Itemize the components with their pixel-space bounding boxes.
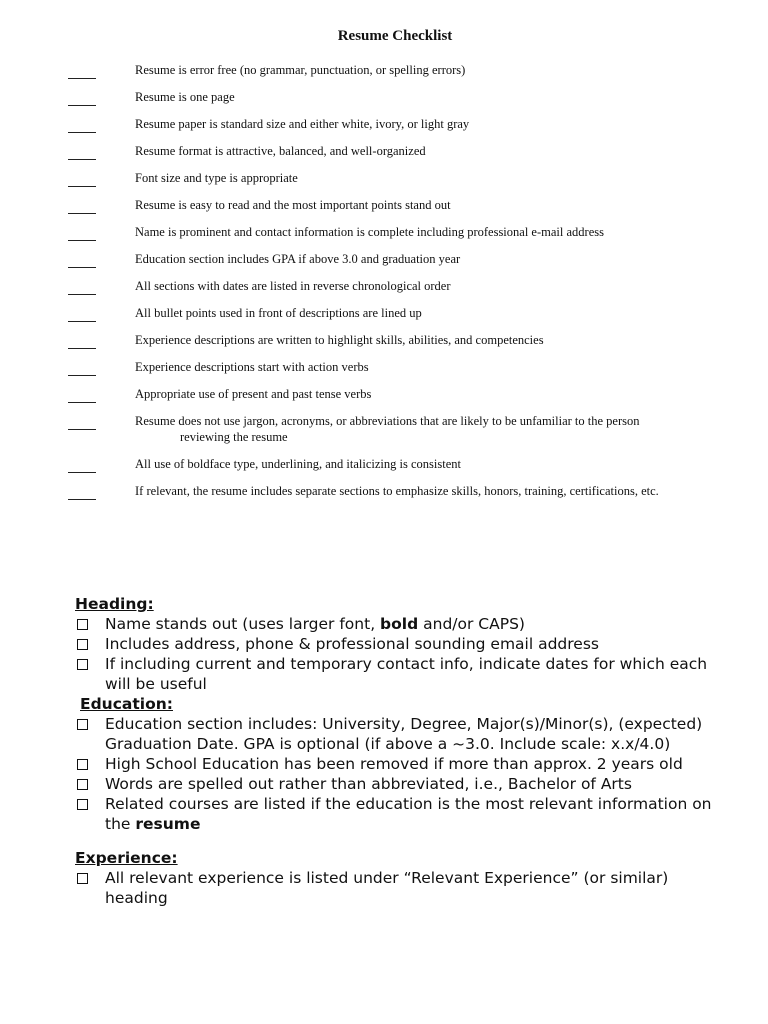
heading-item xyxy=(75,634,735,654)
checklist-row xyxy=(68,386,748,413)
education-item-text: High School Education has been removed if more than approx. 2 years old xyxy=(105,755,683,773)
education-item xyxy=(75,774,735,794)
checklist-row xyxy=(68,413,748,456)
checklist-item-text: Appropriate use of present and past tense verbs xyxy=(135,387,372,401)
detail-sections xyxy=(75,594,735,908)
text-run: Name stands out (uses larger font, xyxy=(105,615,381,633)
education-item xyxy=(75,794,735,834)
checklist-row xyxy=(68,278,748,305)
bold-text: resume xyxy=(135,815,201,833)
checklist-row xyxy=(68,89,748,116)
checklist-row xyxy=(68,116,748,143)
text-run: Related courses are listed if the education is the most relevant information on the xyxy=(105,795,712,833)
experience-item-text: All relevant experience is listed under “Relevant Experience” (or similar) heading xyxy=(105,869,669,907)
checklist-row xyxy=(68,251,748,278)
checklist-row xyxy=(68,170,748,197)
checklist-item-text: Name is prominent and contact information is complete including professional e-mail address xyxy=(135,225,604,239)
checklist-item-text: Resume format is attractive, balanced, and well-organized xyxy=(135,144,426,158)
heading-item xyxy=(75,654,735,694)
education-item-text: Words are spelled out rather than abbreviated, i.e., Bachelor of Arts xyxy=(105,775,632,793)
checkbox-blank-line[interactable] xyxy=(68,174,96,187)
heading-item-text: If including current and temporary contact info, indicate dates for which each will be useful xyxy=(105,655,708,693)
checklist-row xyxy=(68,197,748,224)
checklist-row xyxy=(68,483,748,510)
heading-item-text: Includes address, phone & professional sounding email address xyxy=(105,635,599,653)
checkbox-blank-line[interactable] xyxy=(68,282,96,295)
checklist-item-text: Resume is one page xyxy=(135,90,235,104)
checklist-item-text: Font size and type is appropriate xyxy=(135,171,298,185)
education-item-text xyxy=(105,794,735,834)
checkbox-blank-line[interactable] xyxy=(68,120,96,133)
checkbox-blank-line[interactable] xyxy=(68,363,96,376)
checklist-item-text: All use of boldface type, underlining, and italicizing is consistent xyxy=(135,457,461,471)
checklist-item-text: Education section includes GPA if above 3.0 and graduation year xyxy=(135,252,461,266)
checkbox-blank-line[interactable] xyxy=(68,66,96,79)
checklist-item-text: All bullet points used in front of descriptions are lined up xyxy=(135,306,422,320)
checklist-row xyxy=(68,143,748,170)
education-section-title: Education: xyxy=(80,695,173,713)
text-run: and/or CAPS) xyxy=(418,615,525,633)
checklist-row xyxy=(68,332,748,359)
spacer xyxy=(75,834,735,848)
checklist xyxy=(68,62,748,510)
education-item xyxy=(75,754,735,774)
experience-section-title: Experience: xyxy=(75,849,178,867)
checkbox-blank-line[interactable] xyxy=(68,336,96,349)
checklist-item-text: Resume is easy to read and the most important points stand out xyxy=(135,198,451,212)
checkbox-blank-line[interactable] xyxy=(68,255,96,268)
checkbox-icon[interactable] xyxy=(77,719,88,730)
checklist-item-line: Resume does not use jargon, acronyms, or abbreviations that are likely to be unfamiliar to the person xyxy=(135,414,640,428)
checkbox-blank-line[interactable] xyxy=(68,309,96,322)
heading-section-title: Heading: xyxy=(75,595,154,613)
bold-text: bold xyxy=(380,615,419,633)
checklist-row xyxy=(68,305,748,332)
checklist-item-text: Experience descriptions are written to highlight skills, abilities, and competencies xyxy=(135,333,544,347)
checklist-item-text: If relevant, the resume includes separate sections to emphasize skills, honors, training, certifications, etc. xyxy=(135,484,659,498)
checklist-row xyxy=(68,62,748,89)
checklist-row xyxy=(68,456,748,483)
checkbox-blank-line[interactable] xyxy=(68,460,96,473)
checkbox-icon[interactable] xyxy=(77,659,88,670)
checkbox-blank-line[interactable] xyxy=(68,93,96,106)
checkbox-icon[interactable] xyxy=(77,759,88,770)
checklist-item-text: Experience descriptions start with action verbs xyxy=(135,360,369,374)
checklist-item-text: Resume paper is standard size and either white, ivory, or light gray xyxy=(135,117,470,131)
checklist-item-text: All sections with dates are listed in reverse chronological order xyxy=(135,279,451,293)
checkbox-blank-line[interactable] xyxy=(68,147,96,160)
checkbox-icon[interactable] xyxy=(77,873,88,884)
checkbox-icon[interactable] xyxy=(77,779,88,790)
checkbox-blank-line[interactable] xyxy=(68,417,96,430)
checklist-item-text xyxy=(135,413,755,445)
checkbox-icon[interactable] xyxy=(77,639,88,650)
checkbox-blank-line[interactable] xyxy=(68,201,96,214)
education-item xyxy=(75,714,735,754)
checklist-row xyxy=(68,224,748,251)
checkbox-icon[interactable] xyxy=(77,619,88,630)
checkbox-icon[interactable] xyxy=(77,799,88,810)
checkbox-blank-line[interactable] xyxy=(68,390,96,403)
checkbox-blank-line[interactable] xyxy=(68,487,96,500)
checklist-item-text: Resume is error free (no grammar, punctuation, or spelling errors) xyxy=(135,63,466,77)
education-item-text: Education section includes: University, Degree, Major(s)/Minor(s), (expected) Graduation Date. GPA is optional (if above a ~3.0. Include scale: x.x/4.0) xyxy=(105,715,703,753)
checkbox-blank-line[interactable] xyxy=(68,228,96,241)
checklist-row xyxy=(68,359,748,386)
heading-item-text xyxy=(105,614,735,634)
page-title: Resume Checklist xyxy=(337,28,453,44)
heading-item xyxy=(75,614,735,634)
experience-item xyxy=(75,868,735,908)
checklist-item-continuation: reviewing the resume xyxy=(180,430,288,444)
